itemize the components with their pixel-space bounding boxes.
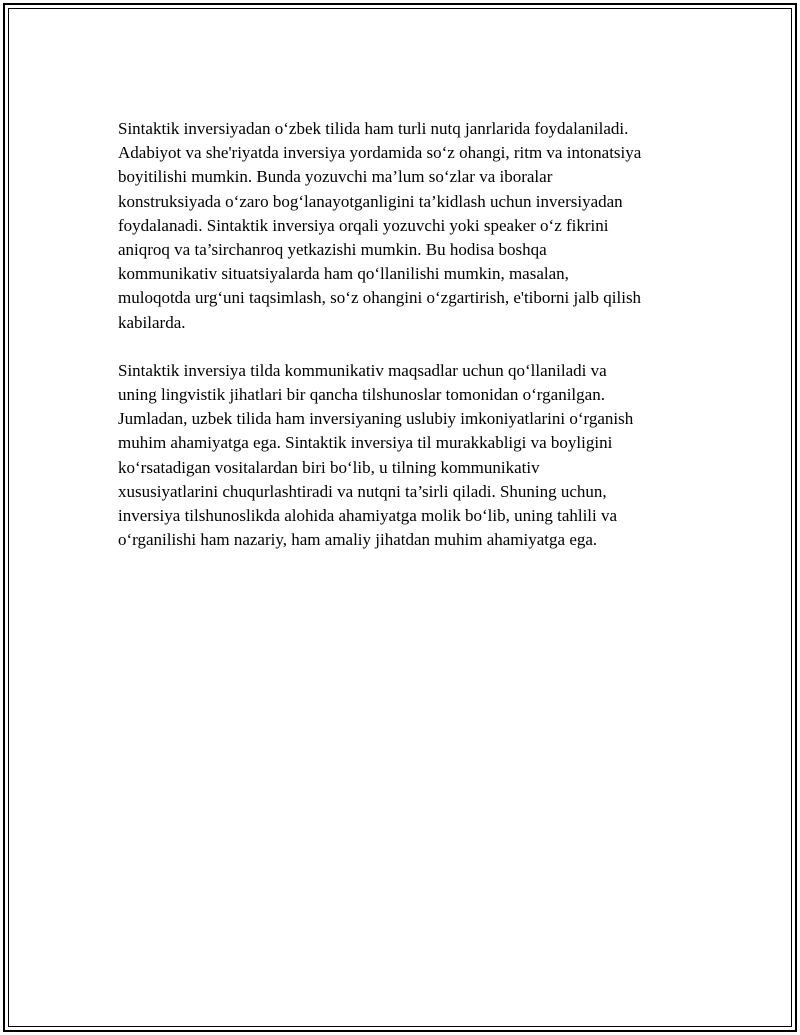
paragraph-2: Sintaktik inversiya tilda kommunikativ maqsadlar uchun qo‘llaniladi va uning lingvistik jihatlari bir qancha tilshunoslar tomonidan o‘rganilgan. Jumladan, uzbek tilida ham inversiyaning uslubiy imkoniyatlarini o‘rganish muhim ahamiyatga ega. Sintaktik inversiya til murakkabligi va boyligini ko‘rsatadigan vositalardan biri bo‘lib, u tilning kommunikativ xususiyatlarini chuqurlashtiradi va nutqni ta’sirli qiladi. Shuning uchun, inversiya tilshunoslikda alohida ahamiyatga molik bo‘lib, uning tahlili va o‘rganilishi ham nazariy, ham amaliy jihatdan muhim ahamiyatga ega. xyxy=(118,360,634,550)
document-body xyxy=(118,117,708,576)
paragraph-1: Sintaktik inversiyadan o‘zbek tilida ham turli nutq janrlarida foydalaniladi. Adabiyot va she'riyatda inversiya yordamida so‘z ohangi, ritm va intonatsiya boyitilishi mumkin. Bunda yozuvchi ma’lum so‘zlar va iboralar konstruksiyada o‘zaro bog‘lanayotganligini ta’kidlash uchun inversiyadan foydalanadi. Sintaktik inversiya orqali yozuvchi yoki speaker o‘z fikrini aniqroq va ta’sirchanroq yetkazishi mumkin. Bu hodisa boshqa kommunikativ situatsiyalarda ham qo‘llanilishi mumkin, masalan, muloqotda urg‘uni taqsimlash, so‘z ohangini o‘zgartirish, e'tiborni jalb qilish kabilarda. xyxy=(118,119,642,332)
